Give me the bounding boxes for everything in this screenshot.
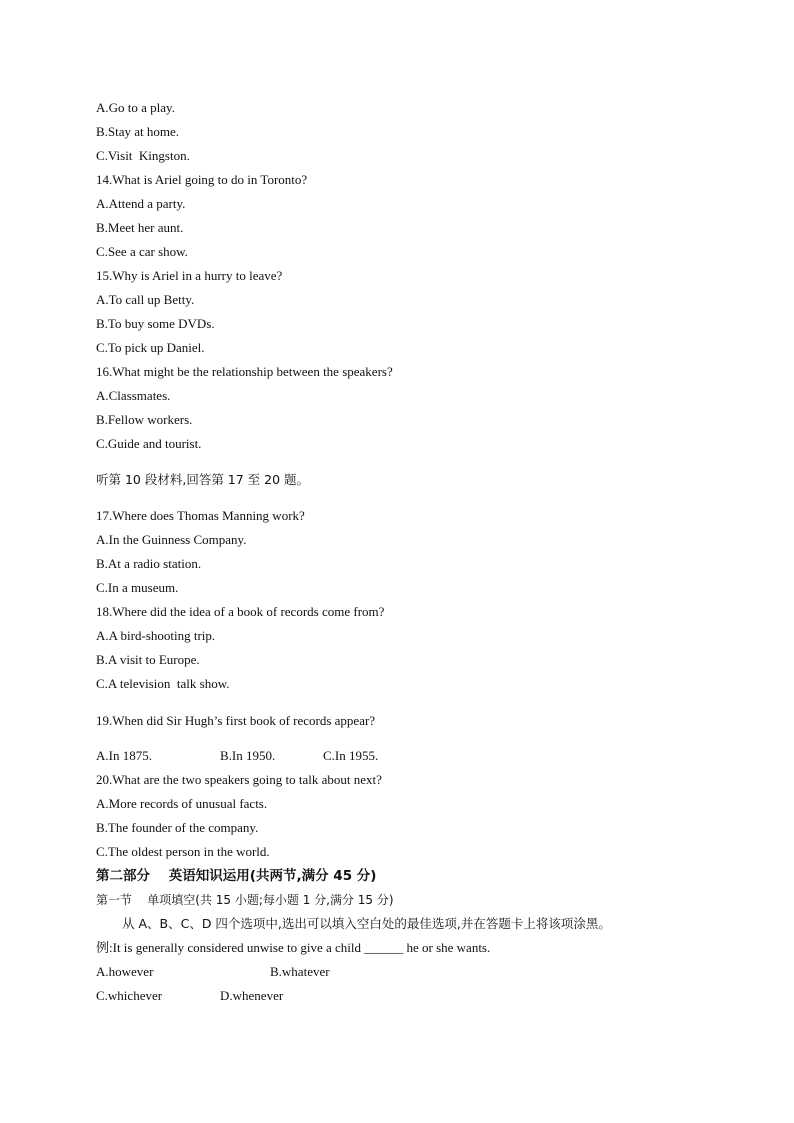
question-16: 16.What might be the relationship between the speakers? <box>96 364 393 379</box>
example-option-b: B.whatever <box>270 964 330 979</box>
q14-option-b: B.Meet her aunt. <box>96 220 184 235</box>
q17-option-a: A.In the Guinness Company. <box>96 532 247 547</box>
q15-option-c: C.To pick up Daniel. <box>96 340 205 355</box>
q13-option-a: A.Go to a play. <box>96 100 175 115</box>
q16-option-b: B.Fellow workers. <box>96 412 193 427</box>
example-option-a: A.however <box>96 964 154 979</box>
question-19: 19.When did Sir Hugh’s first book of records appear? <box>96 713 376 728</box>
q13-option-c: C.Visit Kingston. <box>96 148 190 163</box>
q18-option-b: B.A visit to Europe. <box>96 652 200 667</box>
q14-option-c: C.See a car show. <box>96 244 188 259</box>
part-two-heading: 第二部分 英语知识运用(共两节,满分 45 分) <box>96 868 377 884</box>
q20-option-c: C.The oldest person in the world. <box>96 844 270 859</box>
q19-option-a: A.In 1875. <box>96 748 152 763</box>
question-20: 20.What are the two speakers going to talk about next? <box>96 772 382 787</box>
section-one-heading: 第一节 单项填空(共 15 小题;每小题 1 分,满分 15 分) <box>96 893 394 907</box>
q20-option-b: B.The founder of the company. <box>96 820 259 835</box>
q15-option-b: B.To buy some DVDs. <box>96 316 215 331</box>
q16-option-a: A.Classmates. <box>96 388 171 403</box>
q18-option-c: C.A television talk show. <box>96 676 230 691</box>
example-option-c: C.whichever <box>96 988 163 1003</box>
q19-option-b: B.In 1950. <box>220 748 276 763</box>
example-sentence: 例:It is generally considered unwise to give a child ______ he or she wants. <box>96 940 491 955</box>
q18-option-a: A.A bird-shooting trip. <box>96 628 216 643</box>
q19-option-c: C.In 1955. <box>323 748 379 763</box>
section-one-instruction: 从 A、B、C、D 四个选项中,选出可以填入空白处的最佳选项,并在答题卡上将该项涂黑。 <box>122 916 611 931</box>
q13-option-b: B.Stay at home. <box>96 124 180 139</box>
example-option-d: D.whenever <box>220 988 284 1003</box>
question-15: 15.Why is Ariel in a hurry to leave? <box>96 268 283 283</box>
q17-option-b: B.At a radio station. <box>96 556 202 571</box>
question-14: 14.What is Ariel going to do in Toronto? <box>96 172 308 187</box>
q20-option-a: A.More records of unusual facts. <box>96 796 268 811</box>
section-instruction: 听第 10 段材料,回答第 17 至 20 题。 <box>96 472 310 487</box>
question-17: 17.Where does Thomas Manning work? <box>96 508 305 523</box>
question-18: 18.Where did the idea of a book of records come from? <box>96 604 385 619</box>
q15-option-a: A.To call up Betty. <box>96 292 195 307</box>
q16-option-c: C.Guide and tourist. <box>96 436 202 451</box>
q14-option-a: A.Attend a party. <box>96 196 186 211</box>
q17-option-c: C.In a museum. <box>96 580 179 595</box>
